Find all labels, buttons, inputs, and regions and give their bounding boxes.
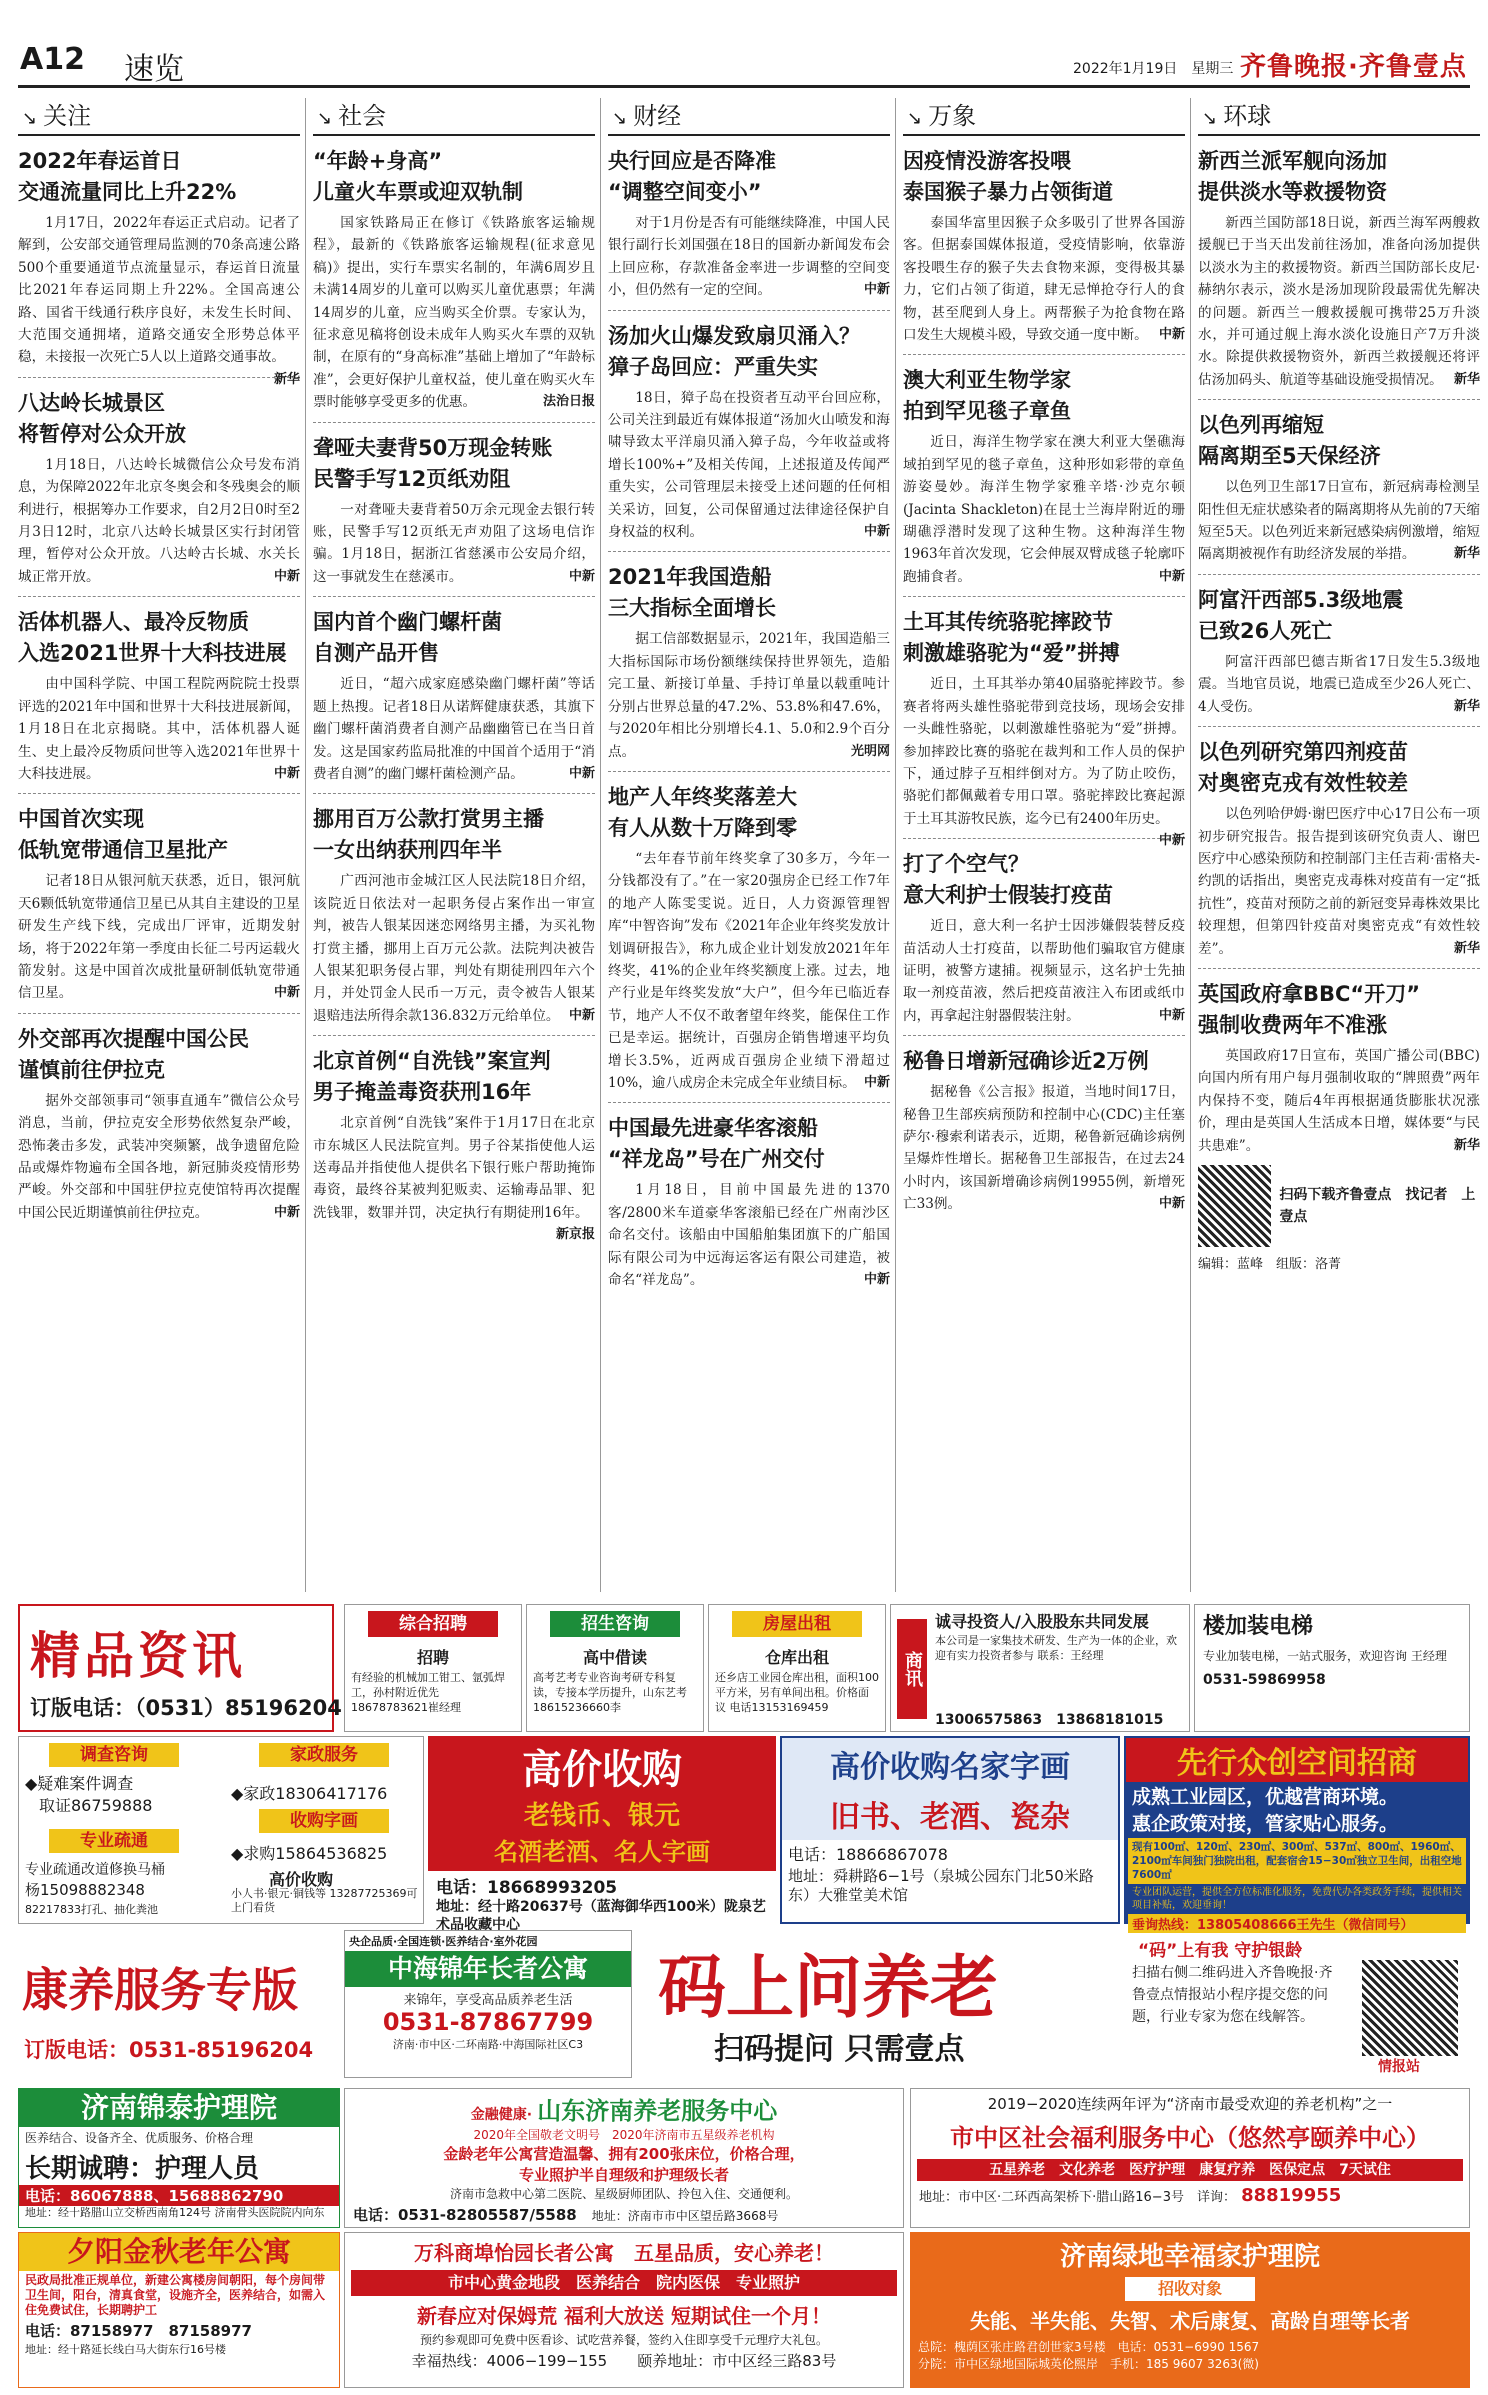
- ad-jinyi-line4: 济南市急救中心第二医院、星级厨师团队、拎包入住、交通便利。: [449, 2187, 798, 2201]
- ad-gaojia-line1: 老钱币、银元: [523, 1801, 680, 1831]
- article-source: 新华: [1453, 940, 1480, 956]
- news-article: [903, 1046, 1185, 1215]
- column-title: 社会: [338, 102, 387, 130]
- article-body: [1198, 1045, 1480, 1157]
- article-text: 阿富汗西部巴德吉斯省17日发生5.3级地震。当地官员说，地震已造成至少26人死亡、4人受伤。: [1198, 653, 1480, 715]
- ad-mashang-sub: 扫码提问 只需壹点: [714, 2032, 965, 2067]
- article-divider: [903, 838, 1185, 839]
- ad-gaojia-title: 高价收购: [522, 1747, 682, 1793]
- article-divider: [313, 793, 595, 794]
- article-text: 据秘鲁《公言报》报道，当地时间17日，秘鲁卫生部疾病预防和控制中心(CDC)主任塞萨尔·穆索利诺表示，近期，秘鲁新冠确诊病例呈爆炸性增长。据秘鲁卫生部报告，在过去24小时内，该国新增确诊病例19955例，新增死亡33例。: [903, 1084, 1185, 1213]
- article-title: 阿富汗西部5.3级地震 已致26人死亡: [1198, 587, 1404, 643]
- ad-jingpin-phone: 订版电话：（0531）85196204: [30, 1696, 342, 1720]
- article-title: 因疫情没游客投喂 泰国猴子暴力占领街道: [903, 149, 1113, 204]
- news-article: [313, 804, 595, 1027]
- ad-jiazhuang-phone: 0531-59869958: [1203, 1672, 1326, 1688]
- ad-small-left: [18, 1736, 424, 1924]
- ad-kangyang-title: 康养服务专版: [22, 1963, 298, 2017]
- article-source: 中新: [273, 1204, 300, 1220]
- newspaper-logo: 齐鲁晚报·齐鲁壹点: [1240, 52, 1467, 82]
- arrow-icon: ↘: [317, 108, 333, 129]
- ad-gaojia-small-title: 高价收购: [269, 1870, 334, 1889]
- ad-gaojia-phone: 电话：18668993205: [436, 1878, 618, 1898]
- article-text: 英国政府17日宣布，英国广播公司(BBC)向国内所有用户每月强制收取的“牌照费”两年内保持不变，随后4年再根据通货膨胀状况涨价，理由是英国人生活成本日增，媒体要“与民共患难”。: [1198, 1047, 1480, 1154]
- page-number: A12: [20, 42, 85, 77]
- article-divider: [1198, 726, 1480, 727]
- news-article: [1198, 585, 1480, 718]
- article-source: 中新: [1158, 1007, 1185, 1023]
- article-title: 以色列再缩短 隔离期至5天保经济: [1198, 413, 1381, 469]
- column-header: [313, 98, 595, 136]
- news-article: [18, 607, 300, 785]
- ad-shinei-addr: 地址：市中区·二环西高架桥下·腊山路16−3号 详询：: [919, 2190, 1236, 2205]
- ad-mingjia-line2: 旧书、老酒、瓷杂: [782, 1790, 1118, 1840]
- ad-lvdi-line: 失能、半失能、失智、术后康复、高龄自理等长者: [970, 2309, 1410, 2333]
- ad-jinyi-title: 山东济南养老服务中心: [537, 2097, 778, 2125]
- ad-jintai: [18, 2088, 340, 2228]
- news-article: [1198, 737, 1480, 960]
- news-column: [1198, 98, 1480, 1592]
- ad-jinyi-line1: 2020年全国敬老文明号 2020年济南市五星级养老机构: [473, 2128, 775, 2142]
- article-source: 中新: [568, 1007, 595, 1023]
- article-body: [903, 431, 1185, 588]
- ad-wanke-phone: 幸福热线：4006−199−155 颐养地址：市中区经三路83号: [411, 2352, 837, 2370]
- ad-shangxun-phone: 13006575863 13868181015: [935, 1712, 1164, 1728]
- article-divider: [1198, 399, 1480, 400]
- ad-wanke-bar: 市中心黄金地段 医养结合 院内医保 专业照护: [351, 2270, 897, 2296]
- news-column: [903, 98, 1185, 1592]
- column-title: 关注: [43, 102, 92, 130]
- article-body: [313, 870, 595, 1027]
- ad-jiazhuang-title: 楼加装电梯: [1203, 1614, 1314, 1639]
- article-source: 新华: [1453, 371, 1480, 387]
- article-title: 央行回应是否降准 “调整空间变小”: [608, 149, 776, 204]
- ad-jintai-addr: 地址：经十路腊山立交桥西南角124号 济南骨头医院院内向东: [25, 2206, 325, 2219]
- article-title: “年龄+身高” 儿童火车票或迎双轨制: [313, 149, 523, 204]
- column-header: [608, 98, 890, 136]
- article-title: 地产人年终奖落差大 有人从数十万降到零: [608, 784, 797, 840]
- news-article: [608, 146, 890, 302]
- news-article: [608, 1113, 890, 1291]
- ad-jintai-sub: 医养结合、设备齐全、优质服务、价格合理: [25, 2131, 254, 2145]
- ad-jinyi-addr: 地址：济南市市中区望岳路3668号: [591, 2209, 779, 2223]
- ad-mashang-side-text: 扫描右侧二维码进入齐鲁晚报·齐鲁壹点情报站小程序提交您的问题，行业专家为您在线解答。: [1132, 1965, 1333, 2025]
- article-source: 中新: [273, 568, 300, 584]
- article-title: 国内首个幽门螺杆菌 自测产品开售: [313, 610, 502, 666]
- article-title: 挪用百万公款打赏男主播 一女出纳获刑四年半: [313, 807, 544, 863]
- article-source: 法治日报: [542, 394, 595, 410]
- article-title: 中国首次实现 低轨宽带通信卫星批产: [18, 807, 228, 863]
- ad-zhuanye-label: 专业疏通: [49, 1829, 179, 1853]
- ad-mashang-side-title: “码”上有我 守护银龄: [1138, 1941, 1303, 1961]
- ad-jinyi-tag: 金融健康·: [470, 2107, 533, 2123]
- ad-shinei-phone: 88819955: [1241, 2185, 1342, 2206]
- ad-zhonghai-addr: 济南·市中区·二环南路·中海国际社区C3: [392, 2038, 584, 2051]
- news-columns: [18, 98, 1480, 1592]
- ad-zhaosheng: [526, 1604, 704, 1732]
- article-text: 新西兰国防部18日说，新西兰海军两艘救援舰已于当天出发前往汤加，准备向汤加提供以淡水为主的救援物资。新西兰国防部长皮尼·赫纳尔表示，淡水是汤加现阶段最需优先解决的问题。新西兰一艘救援舰可携带25万升淡水，并可通过舰上海水淡化设施日产7万升淡水。除提供救援物资外，新西兰救援舰还将评估汤加码头、航道等基础设施受损情况。: [1198, 215, 1480, 388]
- article-source: 新华: [1453, 546, 1480, 562]
- article-divider: [1198, 574, 1480, 575]
- article-divider: [313, 596, 595, 597]
- ad-zhaosheng-label: 招生咨询: [550, 1611, 680, 1637]
- article-body: [18, 870, 300, 1004]
- article-divider: [313, 1035, 595, 1036]
- article-title: 聋哑夫妻背50万现金转账 民警手写12页纸劝阻: [313, 435, 553, 491]
- ad-xiyang-phone: 电话：87158977 87158977: [25, 2322, 252, 2340]
- ad-xiyang-line1: 民政局批准正规单位，新建公寓楼房间朝阳，每个房间带卫生间，阳台，清真食堂，设施齐全，医养结合，如需入住免费试住，长期聘护工: [25, 2273, 326, 2317]
- article-source: 中新: [273, 765, 300, 781]
- ad-shangxun-text: 本公司是一家集技术研发、生产为一体的企业，欢迎有实力投资者参与 联系：王经理: [935, 1634, 1177, 1662]
- ad-zhaosheng-title: 高中借读: [582, 1648, 647, 1667]
- ad-shangxun-label: 商讯: [897, 1619, 927, 1719]
- ad-fangwu: [708, 1604, 886, 1732]
- article-text: 对于1月份是否有可能继续降准，中国人民银行副行长刘国强在18日的国新办新闻发布会上回应称，存款准备金率进一步调整的空间变小，但仍然有一定的空间。: [608, 215, 890, 299]
- column-header: [1198, 98, 1480, 136]
- article-text: 以色列卫生部17日宣布，新冠病毒检测呈阳性但无症状感染者的隔离期将从先前的7天缩短至5天。以色列近来新冠感染病例激增，缩短隔离期被视作有助经济发展的举措。: [1198, 479, 1480, 563]
- ad-zhaosheng-text: 高考艺考专业咨询考研专科复读，专接本学历提升，山东艺考 18615236660李: [533, 1671, 687, 1714]
- news-article: [313, 433, 595, 589]
- news-article: [903, 607, 1185, 849]
- news-article: [608, 321, 890, 544]
- article-title: 八达岭长城景区 将暂停对公众开放: [18, 390, 186, 446]
- article-source: 中新: [568, 765, 595, 781]
- ad-gaojia-addr: 地址：经十路20637号（蓝海御华西100米）陇泉艺术品收藏中心: [436, 1899, 766, 1933]
- qr-caption: 扫码下载齐鲁壹点 找记者 上壹点: [1279, 1186, 1476, 1225]
- article-title: 外交部再次提醒中国公民 谨慎前往伊拉克: [18, 1026, 249, 1082]
- column-title: 环球: [1223, 102, 1272, 130]
- article-body: [608, 1179, 890, 1291]
- ad-gaojia-small-text: 小人书·银元·铜钱等 13287725369可上门看货: [231, 1887, 418, 1914]
- article-divider: [18, 1013, 300, 1014]
- article-body: [18, 454, 300, 588]
- ad-lvdi-addr2: 分院：市中区绿地国际城英伦熙岸 手机：185 9607 3263(微): [918, 2357, 1259, 2371]
- ad-xianxing-line2: 惠企政策对接，管家贴心服务。: [1132, 1813, 1399, 1835]
- ad-lvdi-label: 招收对象: [1125, 2277, 1255, 2301]
- ad-shinei-bar: 五星养老 文化养老 医疗护理 康复疗养 医保定点 7天试住: [917, 2159, 1463, 2181]
- article-text: 近日，海洋生物学家在澳大利亚大堡礁海域拍到罕见的毯子章鱼，这种形如彩带的章鱼游姿曼妙。海洋生物学家雅辛塔·沙克尔顿(Jacinta Shackleton)在昆士兰海岸附近的珊瑚礁浮潜时发现了这种生物。这种海洋生物1963年首次发现，它会伸展双臂成毯子轮廓吓跑捕食者。: [903, 434, 1185, 585]
- ad-mingjia-title: 高价收购名家字画: [782, 1738, 1118, 1790]
- mashang-qr-code: [1362, 1960, 1458, 2056]
- ad-xiyang-title: 夕阳金秋老年公寓: [19, 2233, 339, 2271]
- article-divider: [18, 793, 300, 794]
- article-divider: [313, 422, 595, 423]
- article-title: 2022年春运首日 交通流量同比上升22%: [18, 149, 237, 204]
- ad-xiyang: [18, 2232, 340, 2388]
- section-title: 速览: [124, 52, 184, 87]
- article-body: [1198, 212, 1480, 391]
- article-text: 广西河池市金城江区人民法院18日介绍，该院近日依法对一起职务侵占案作出一审宣判，被告人银某因迷恋网络男主播，为买礼物打赏主播，挪用上百万元公款。法院判决被告人银某犯职务侵占罪，判处有期徒刑四年六个月，并处罚金人民币一万元，责令被告人银某退赔违法所得余款136.832万元给单位。: [313, 873, 595, 1024]
- publish-date: 2022年1月19日 星期三: [1073, 61, 1234, 77]
- news-article: [18, 388, 300, 588]
- ads-section: [18, 1604, 1470, 2390]
- article-body: [18, 212, 300, 387]
- article-title: 汤加火山爆发致扇贝涌入？ 獐子岛回应：严重失实: [608, 323, 860, 379]
- qr-code: [1198, 1165, 1271, 1247]
- ad-lvdi-title: 济南绿地幸福家护理院: [1059, 2242, 1320, 2272]
- news-article: [1198, 146, 1480, 391]
- article-body: [608, 212, 890, 302]
- ad-kangyang: [18, 1930, 334, 2078]
- news-article: [313, 146, 595, 414]
- article-source: 中新: [863, 524, 890, 540]
- article-divider: [608, 771, 890, 772]
- article-divider: [1198, 968, 1480, 969]
- article-text: 近日，土耳其举办第40届骆驼摔跤节。参赛者将两头雄性骆驼带到竞技场，现场会安排一头雌性骆驼，以刺激雄性骆驼为“爱”拼搏。参加摔跤比赛的骆驼在裁判和工作人员的保护下，通过脖子互相绊倒对方。为了防止咬伤，骆驼们都佩戴着专用口罩。骆驼摔跤比赛起源于土耳其游牧民族，迄今已有2400年历史。: [903, 676, 1185, 827]
- article-source: 新京报: [555, 1227, 595, 1243]
- article-text: 一对聋哑夫妻背着50万余元现金去银行转账，民警手写12页纸无声劝阻了这场电信诈骗。1月18日，据浙江省慈溪市公安局介绍，这一事就发生在慈溪市。: [313, 501, 595, 585]
- news-article: [903, 849, 1185, 1027]
- arrow-icon: ↘: [612, 108, 628, 129]
- ad-kangyang-phone: 订版电话：0531-85196204: [24, 2038, 314, 2062]
- article-source: 光明网: [850, 743, 890, 759]
- ad-zhonghai-phone: 0531-87867799: [382, 2008, 594, 2036]
- article-title: 活体机器人、最冷反物质 入选2021世界十大科技进展: [18, 610, 287, 666]
- news-article: [18, 1024, 300, 1224]
- ad-jintai-title: 济南锦泰护理院: [19, 2089, 339, 2127]
- editor-credit: 编辑：蓝峰 组版：洛菁: [1198, 1256, 1342, 1272]
- article-title: 2021年我国造船 三大指标全面增长: [608, 565, 776, 621]
- column-title: 财经: [633, 102, 682, 130]
- ad-xianxing-title: 先行众创空间招商: [1126, 1738, 1468, 1782]
- article-title: 土耳其传统骆驼摔跤节 刺激雄骆驼为“爱”拼搏: [903, 610, 1120, 666]
- article-source: 新华: [1453, 698, 1480, 714]
- ad-wanke-line: 新春应对保姆荒 福利大放送 短期试住一个月！: [417, 2304, 831, 2328]
- article-title: 北京首例“自洗钱”案宣判 男子掩盖毒资获刑16年: [313, 1049, 551, 1105]
- ad-zonghe: [344, 1604, 522, 1732]
- article-body: [313, 1112, 595, 1243]
- page-header: [18, 36, 1470, 88]
- news-article: [1198, 410, 1480, 566]
- ad-gaojia-line2: 名酒老酒、名人字画: [494, 1838, 710, 1866]
- ad-qiugou-label: 收购字画: [259, 1809, 389, 1833]
- article-body: [608, 848, 890, 1094]
- ad-diaocha-phone: 取证86759888: [39, 1796, 153, 1815]
- ad-qiugou-text: ◆求购15864536825: [231, 1844, 388, 1863]
- ad-mingjia: [780, 1736, 1120, 1924]
- article-divider: [903, 1035, 1185, 1036]
- article-body: [903, 1081, 1185, 1215]
- article-title: 澳大利亚生物学家 拍到罕见毯子章鱼: [903, 368, 1071, 424]
- ad-zhonghai: [344, 1930, 632, 2078]
- ad-lvdi: [910, 2232, 1470, 2388]
- article-source: 新华: [1453, 1137, 1480, 1153]
- article-source: 中新: [1158, 568, 1185, 584]
- ad-jinyi: [344, 2088, 904, 2228]
- ad-jiazheng-text: ◆家政18306417176: [231, 1784, 388, 1803]
- ad-mashang: [638, 1930, 1470, 2078]
- article-text: 18日，獐子岛在投资者互动平台回应称，公司关注到最近有媒体报道“汤加火山喷发和海啸导致太平洋扇贝涌入獐子岛，今年收益或将增长100%+”及相关传闻，上述报道及传闻严重失实，公司管理层未接受上述问题的任何相关采访，回复，公司保留通过法律途径保护自身权益的权利。: [608, 389, 890, 541]
- article-body: [313, 673, 595, 785]
- news-article: [903, 146, 1185, 346]
- ad-gaojia: [428, 1736, 776, 1933]
- article-divider: [608, 1102, 890, 1103]
- ad-zhonghai-sub: 来锦年，享受高品质养老生活: [403, 1993, 573, 2008]
- article-text: 由中国科学院、中国工程院两院院士投票评选的2021年中国和世界十大科技进展新闻，1月18日在北京揭晓。其中，活体机器人诞生、史上最冷反物质问世等入选2021年世界十大科技进展。: [18, 676, 300, 782]
- article-text: 据外交部领事司“领事直通车”微信公众号消息，当前，伊拉克安全形势依然复杂严峻，恐怖袭击多发，武装冲突频繁，战争遗留危险品或爆炸物遍布全国各地，新冠肺炎疫情形势严峻。外交部和中国驻伊拉克使馆特再次提醒中国公民近期谨慎前往伊拉克。: [18, 1092, 300, 1221]
- news-article: [18, 804, 300, 1004]
- article-title: 打了个空气？ 意大利护士假装打疫苗: [903, 852, 1113, 908]
- article-body: [313, 499, 595, 589]
- column-header: [18, 98, 300, 136]
- article-text: 记者18日从银河航天获悉，近日，银河航天6颗低轨宽带通信卫星已从其自主建设的卫星研发生产线下线，完成出厂评审，近期发射场，将于2022年第一季度由长征二号丙运载火箭发射。这是中国首次成批量研制低轨宽带通信卫星。: [18, 873, 300, 1002]
- article-source: 新华: [273, 371, 300, 387]
- article-text: 1月17日，2022年春运正式启动。记者了解到，公安部交通管理局监测的70条高速公路500个重要通道节点流量显示，春运首日流量比2021年春运同期上升22%。全国高速公路、国省干线通行秩序良好，未发生长时间、大范围交通拥堵，道路交通安全形势总体平稳，未接报一次死亡5人以上道路交通事故。: [18, 215, 300, 366]
- article-title: 秘鲁日增新冠确诊近2万例: [903, 1049, 1149, 1074]
- news-article: [18, 146, 300, 387]
- article-source: 中新: [273, 985, 300, 1001]
- article-divider: [18, 596, 300, 597]
- article-divider: [18, 377, 300, 378]
- article-text: 近日，意大利一名护士因涉嫌假装替反疫苗活动人士打疫苗，以帮助他们骗取官方健康证明，被警方逮捕。视频显示，这名护士先抽取一剂疫苗液，然后把疫苗液注入布团或纸巾内，再拿起注射器假装注射。: [903, 918, 1185, 1024]
- ad-zhuanye-text: 专业疏通改道修换马桶: [25, 1862, 165, 1878]
- ad-xiyang-addr: 地址：经十路延长线白马大街东行16号楼: [25, 2343, 226, 2356]
- arrow-icon: ↘: [907, 108, 923, 129]
- article-divider: [903, 354, 1185, 355]
- ad-wanke: [344, 2232, 904, 2388]
- ad-jiazhuang-text: 专业加装电梯，一站式服务，欢迎咨询 王经理: [1203, 1649, 1447, 1663]
- article-text: “去年春节前年终奖拿了30多万，今年一分钱都没有了。”在一家20强房企已经工作7年的地产人陈雯雯说。近日，人力资源管理智库“中智咨询”发布《2021年企业年终奖发放计划调研报告》，称九成企业计划发放2021年年终奖，41%的企业年终奖额度上涨。过去，地产行业是年终奖发放“大户”，但今年已临近春节，地产人不仅不敢奢望年终奖，能保住工作已是幸运。据统计，百强房企销售增速平均负增长3.5%，近两成百强房企业绩下滑超过10%，逾八成房企未完成全年业绩目标。: [608, 850, 890, 1091]
- article-text: 1月18日，目前中国最先进的1370客/2800米车道豪华客滚船已经在广州南沙区命名交付。该船由中国船舶集团旗下的广船国际有限公司为中远海运客运有限公司建造，被命名“祥龙岛”。: [608, 1182, 890, 1288]
- page-footer: [1198, 1165, 1480, 1272]
- news-column: [313, 98, 595, 1592]
- article-divider: [608, 310, 890, 311]
- column-title: 万象: [928, 102, 977, 130]
- news-column: [18, 98, 300, 1592]
- ad-jingpin: [18, 1604, 342, 1732]
- ad-shinei-top: 2019−2020连续两年评为“济南市最受欢迎的养老机构”之一: [987, 2095, 1393, 2113]
- ad-mashang-title: 码上问养老: [658, 1949, 999, 2028]
- article-divider: [903, 596, 1185, 597]
- ad-jiuhuo-text: 82217833打孔、抽化粪池: [25, 1903, 158, 1916]
- article-divider: [608, 551, 890, 552]
- article-body: [608, 387, 890, 544]
- article-text: 北京首例“自洗钱”案件于1月17日在北京市东城区人民法院宣判。男子谷某指使他人运送毒品并指使他人提供名下银行账户帮助掩饰毒资，最终谷某被判犯贩卖、运输毒品罪、犯洗钱罪，数罪并罚，决定执行有期徒刑16年。: [313, 1115, 595, 1221]
- article-body: [18, 1090, 300, 1224]
- article-text: 据工信部数据显示，2021年，我国造船三大指标国际市场份额继续保持世界领先，造船完工量、新接订单量、手持订单量以载重吨计分别占世界总量的47.2%、53.8%和47.6%，与2020年相比分别增长4.1、5.0和2.9个百分点。: [608, 631, 890, 760]
- ad-mingjia-addr: 地址：舜耕路6−1号（泉城公园东门北50米路东）大雅堂美术馆: [788, 1867, 1094, 1904]
- ad-jinyi-phone: 电话：0531-82805587/5588: [353, 2206, 577, 2224]
- ad-fangwu-label: 房屋出租: [732, 1611, 862, 1637]
- article-source: 中新: [863, 1074, 890, 1090]
- ad-zonghe-text: 有经验的机械加工钳工、氩弧焊工，孙村附近优先 18678783621崔经理: [351, 1671, 505, 1714]
- ad-zonghe-title: 招聘: [416, 1648, 449, 1667]
- ad-zhonghai-tag: 央企品质·全国连锁·医养结合·室外花园: [349, 1935, 538, 1948]
- news-article: [608, 782, 890, 1094]
- article-title: 新西兰派军舰向汤加 提供淡水等救援物资: [1198, 149, 1387, 204]
- ad-shangxun-title: 诚寻投资人/入股股东共同发展: [935, 1612, 1149, 1631]
- article-title: 以色列研究第四剂疫苗 对奥密克戎有效性较差: [1198, 740, 1408, 796]
- arrow-icon: ↘: [22, 108, 38, 129]
- ad-fangwu-text: 还乡店工业园仓库出租，面积100平方米，另有单间出租。价格面议 电话13153169459: [715, 1671, 879, 1714]
- ad-jintai-phone: 电话：86067888、15688862790: [19, 2185, 339, 2206]
- article-text: 以色列哈伊姆·谢巴医疗中心17日公布一项初步研究报告。报告提到该研究负责人、谢巴医疗中心感染预防和控制部门主任吉莉·雷格夫-约凯的话指出，奥密克戎毒株对疫苗有一定“抵抗性”，疫苗对预防之前的新冠变异毒株效果比较理想，但第四针疫苗对奥密克戎“有效性较差”。: [1198, 806, 1480, 957]
- ad-zonghe-label: 综合招聘: [368, 1611, 498, 1637]
- article-source: 中新: [568, 568, 595, 584]
- arrow-icon: ↘: [1202, 108, 1218, 129]
- ad-wanke-title: 万科商埠怡园长者公寓 五星品质，安心养老！: [414, 2241, 834, 2265]
- article-text: 1月18日，八达岭长城微信公众号发布消息，为保障2022年北京冬奥会和冬残奥会的顺利进行，根据筹办工作要求，自2月2日0时至2月3日12时，北京八达岭长城景区实行封闭管理，暂停对公众开放。八达岭古长城、水关长城正常开放。: [18, 456, 300, 585]
- article-body: [903, 212, 1185, 346]
- article-title: 英国政府拿BBC“开刀” 强制收费两年不准涨: [1198, 981, 1421, 1037]
- article-body: [903, 673, 1185, 849]
- ad-xianxing: [1124, 1736, 1470, 1933]
- article-body: [1198, 476, 1480, 566]
- ad-zhuanye-phone: 杨15098882348: [25, 1881, 145, 1899]
- ad-jiazhuang: [1194, 1604, 1470, 1732]
- ad-mingjia-phone: 电话：18866867078: [788, 1845, 948, 1864]
- article-body: [1198, 651, 1480, 718]
- news-column: [608, 98, 890, 1592]
- ad-shinei-title: 市中区社会福利服务中心（悠然亭颐养中心）: [950, 2124, 1430, 2152]
- column-header: [903, 98, 1185, 136]
- article-source: 中新: [1158, 833, 1185, 849]
- ad-shinei: [910, 2088, 1470, 2228]
- ad-xianxing-line4: 专业团队运营，提供全方位标准化服务，免费代办各类政务手续，提供相关项目补贴，欢迎垂询！: [1132, 1887, 1462, 1911]
- ad-shangxun: [890, 1604, 1190, 1732]
- ad-wanke-small: 预约参观即可免费中医看诊、试吃营养餐，签约入住即享受千元理疗大礼包。: [419, 2333, 828, 2347]
- ad-jinyi-line2: 金龄老年公寓营造温馨、拥有200张床位，价格合理，: [443, 2145, 805, 2163]
- ad-mashang-badge: 情报站: [1378, 2059, 1420, 2075]
- article-text: 国家铁路局正在修订《铁路旅客运输规程》，最新的《铁路旅客运输规程(征求意见稿)》提出，实行车票实名制的，年满6周岁且未满14周岁的儿童可以购买儿童优惠票；年满14周岁的儿童，应当购买全价票。专家认为，征求意见稿将创设未成年人购买火车票的双轨制，在原有的“身高标准”基础上增加了“年龄标准”，会更好保护儿童权益，使儿童在购买火车票时能够享受更多的优惠。: [313, 215, 595, 411]
- article-source: 中新: [863, 1272, 890, 1287]
- news-article: [608, 562, 890, 762]
- ad-diaocha-label: 调查咨询: [49, 1743, 179, 1767]
- article-source: 中新: [863, 282, 890, 298]
- article-body: [608, 628, 890, 762]
- ad-jiazheng-label: 家政服务: [259, 1743, 389, 1767]
- article-text: 泰国华富里因猴子众多吸引了世界各国游客。但据泰国媒体报道，受疫情影响，依靠游客投喂生存的猴子失去食物来源，变得极其暴力，它们占领了街道，肆无忌惮抢夺行人的食物，甚至爬到人身上。两帮猴子为抢食物在路口发生大规模斗殴，导致交通一度中断。: [903, 215, 1185, 344]
- article-body: [903, 915, 1185, 1027]
- ad-jintai-line: 长期诚聘：护理人员: [25, 2154, 260, 2184]
- news-article: [313, 1046, 595, 1243]
- news-article: [903, 365, 1185, 588]
- news-article: [1198, 979, 1480, 1157]
- ad-jingpin-title: 精品资讯: [30, 1627, 246, 1685]
- article-body: [18, 673, 300, 785]
- ad-xianxing-line1: 成熟工业园区，优越营商环境。: [1132, 1786, 1399, 1808]
- ad-lvdi-addr: 总院：槐荫区张庄路君创世家3号楼 电话：0531−6990 1567: [918, 2340, 1260, 2354]
- article-source: 中新: [1158, 327, 1185, 343]
- ad-zhonghai-title: 中海锦年长者公寓: [345, 1951, 631, 1987]
- ad-diaocha-text: ◆疑难案件调查: [25, 1774, 134, 1793]
- article-body: [313, 212, 595, 414]
- article-text: 近日，“超六成家庭感染幽门螺杆菌”等话题上热搜。记者18日从诺辉健康获悉，其旗下幽门螺杆菌消费者自测产品幽幽管已在当日首发。这是国家药监局批准的中国首个适用于“消费者自测”的幽门螺杆菌检测产品。: [313, 676, 595, 782]
- article-title: 中国最先进豪华客滚船 “祥龙岛”号在广州交付: [608, 1116, 825, 1172]
- article-source: 中新: [1158, 1196, 1185, 1212]
- ad-xianxing-phone: 垂询热线：13805408666王先生（微信同号）: [1128, 1914, 1466, 1933]
- ad-jinyi-line3: 专业照护半自理级和护理级长者: [518, 2166, 729, 2184]
- ad-xianxing-line3: 现有100㎡、120㎡、230㎡、300㎡、537㎡、800㎡、1960㎡、2100㎡车间独门独院出租，配套宿舍15−30㎡独立卫生间，出租空地7600㎡: [1128, 1838, 1466, 1884]
- article-body: [1198, 803, 1480, 960]
- news-article: [313, 607, 595, 785]
- ad-fangwu-title: 仓库出租: [764, 1648, 829, 1667]
